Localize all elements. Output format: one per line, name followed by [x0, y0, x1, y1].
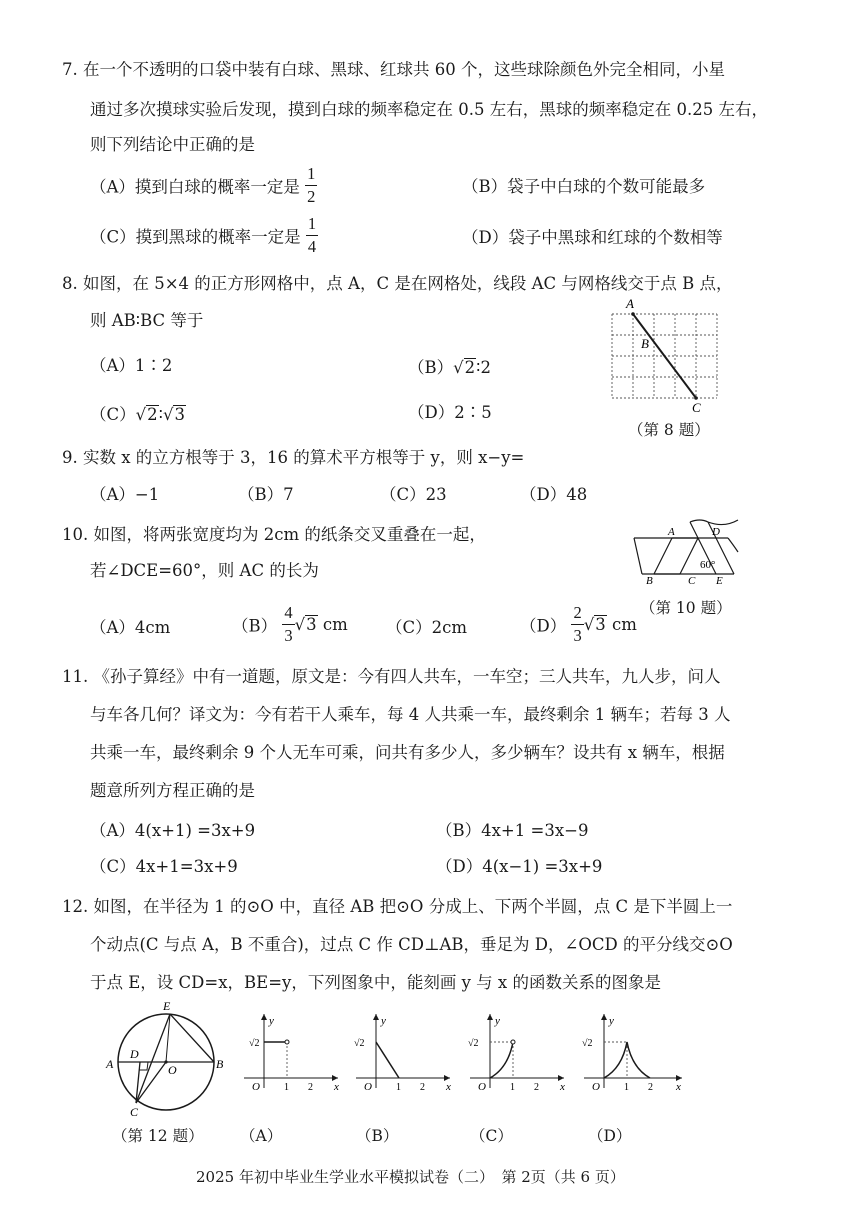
segment-ce: [136, 1014, 170, 1103]
strip-1-left-edge: [634, 538, 642, 574]
radicand: 3: [174, 405, 185, 424]
point-a-label: A: [626, 296, 634, 311]
fraction-denominator: 3: [284, 625, 293, 645]
q10-caption: （第 10 题）: [640, 599, 732, 617]
unit: cm: [606, 615, 637, 634]
q10-option-b-label: （B）: [232, 616, 278, 636]
radicand: 3: [595, 615, 606, 634]
x-tick-1: 1: [284, 1082, 289, 1092]
q8-option-b-label: （B）: [408, 358, 454, 377]
q8-line-1: 8. 如图，在 5×4 的正方形网格中，点 A，C 是在网格处，线段 AC 与网格线交于点 B 点，: [62, 274, 733, 293]
x-tick-1: 1: [510, 1082, 515, 1092]
point-d-label: D: [130, 1047, 139, 1061]
point-a-label: A: [106, 1057, 114, 1071]
segment-co: [136, 1062, 166, 1103]
q7-option-a: [90, 166, 317, 205]
origin-label: O: [592, 1081, 600, 1092]
y-tick-sqrt2: √2: [354, 1038, 365, 1049]
q12-graph-b-label: （B）: [356, 1127, 399, 1145]
function-curve: [376, 1042, 399, 1078]
q12-graph-a: [236, 1010, 342, 1092]
q7-option-c-fraction: [306, 216, 318, 255]
x-tick-1: 1: [396, 1082, 401, 1092]
origin-label: O: [478, 1081, 486, 1092]
q11-line-2: 与车各几何？译文为：今有若干人乘车，每 4 人共乘一车，最终剩余 1 辆车；若每 3 人: [90, 705, 731, 724]
angle-label: 60°: [700, 559, 716, 571]
radicand: 2: [147, 405, 158, 424]
q12-graph-d-label: （D）: [588, 1127, 632, 1145]
y-axis-label: y: [269, 1015, 274, 1027]
q12-line-3: 于点 E，设 CD=x，BE=y，下列图象中，能刻画 y 与 x 的函数关系的图象是: [90, 973, 661, 992]
y-axis-label: y: [495, 1015, 500, 1027]
q8-grid-figure: [600, 296, 730, 416]
point-e-label: E: [163, 1000, 171, 1013]
x-tick-2: 2: [648, 1082, 653, 1092]
q10-line-1: 10. 如图，将两张宽度均为 2cm 的纸条交叉重叠在一起，: [62, 525, 486, 544]
radical-sign: √: [294, 615, 306, 634]
q8-option-c-label: （C）: [90, 405, 136, 424]
point-c-label: C: [692, 400, 701, 415]
point-b-label: B: [216, 1057, 224, 1071]
q8-option-c: [90, 405, 186, 424]
q7-line-2: 通过多次摸球实验后发现，摸到白球的频率稳定在 0.5 左右，黑球的频率稳定在 0.25 左右，: [90, 100, 768, 119]
radicand: 3: [306, 615, 317, 634]
fraction-numerator: 1: [306, 216, 318, 236]
q11-option-b: （B）4x+1 =3x−9: [436, 821, 589, 840]
q12-graph-b: [348, 1010, 454, 1092]
q9-option-c: （C）23: [380, 485, 447, 504]
q10-option-a: （A）4cm: [90, 618, 171, 637]
y-axis-label: y: [609, 1015, 614, 1027]
q7-option-a-text: （A）摸到白球的概率一定是: [90, 177, 300, 197]
q11-line-1: 11. 《孙子算经》中有一道题，原文是：今有四人共车，一车空；三人共车，九人步，问人: [62, 667, 721, 686]
page-footer: 2025 年初中毕业生学业水平模拟试卷（二） 第 2页（共 6 页）: [196, 1168, 625, 1186]
q11-line-4: 题意所列方程正确的是: [90, 781, 255, 800]
q7-option-c-text: （C）摸到黑球的概率一定是: [90, 227, 301, 247]
fraction: [571, 605, 583, 644]
x-axis-label: x: [560, 1081, 565, 1092]
q7-line-3: 则下列结论中正确的是: [90, 135, 255, 154]
q8-option-d: （D）2∶5: [408, 403, 492, 422]
x-axis-label: x: [676, 1081, 681, 1092]
q10-paper-strips-figure: [628, 516, 740, 588]
q12-graph-c: [462, 1010, 568, 1092]
x-axis-label: x: [334, 1081, 339, 1092]
segment-ac: [633, 314, 696, 398]
q11-option-a: （A）4(x+1) =3x+9: [90, 821, 256, 840]
radical-sign: √: [162, 405, 174, 424]
q9-option-b: （B）7: [238, 485, 294, 504]
point-c-label: C: [688, 575, 696, 587]
q10-option-c: （C）2cm: [386, 618, 468, 637]
x-tick-1: 1: [624, 1082, 629, 1092]
fraction-numerator: 1: [305, 166, 317, 186]
x-tick-2: 2: [308, 1082, 313, 1092]
radical-sign: √: [583, 615, 595, 634]
q10-option-d-label: （D）: [520, 616, 567, 636]
point-c-label: C: [130, 1105, 139, 1118]
origin-label: O: [252, 1081, 260, 1092]
q7-option-c: [90, 216, 318, 255]
y-tick-sqrt2: √2: [249, 1038, 260, 1049]
point-a-label: A: [668, 526, 675, 538]
q11-option-d: （D）4(x−1) =3x+9: [436, 857, 603, 876]
q8-line-2: 则 AB∶BC 等于: [90, 311, 204, 330]
fraction-denominator: 3: [573, 625, 582, 645]
fraction-denominator: 4: [307, 236, 317, 256]
unit: cm: [317, 615, 348, 634]
q10-line-2: 若∠DCE=60°，则 AC 的长为: [90, 561, 319, 580]
q9-option-d: （D）48: [520, 485, 588, 504]
q7-option-d: （D）袋子中黑球和红球的个数相等: [462, 228, 723, 247]
q7-option-b: （B）袋子中白球的个数可能最多: [462, 177, 706, 196]
fraction-numerator: 4: [282, 605, 294, 625]
point-b-label: B: [646, 575, 653, 587]
fraction: [282, 605, 294, 644]
point-d-label: D: [712, 526, 720, 538]
q8-option-b: [408, 358, 491, 377]
point-e-label: E: [716, 575, 723, 587]
fraction-numerator: 2: [571, 605, 583, 625]
origin-label: O: [364, 1081, 372, 1092]
q8-option-b-rest: ∶2: [476, 358, 491, 377]
fraction-denominator: 2: [307, 186, 316, 206]
radicand: 2: [464, 358, 476, 377]
y-axis-label: y: [381, 1015, 386, 1027]
q11-option-c: （C）4x+1=3x+9: [90, 857, 238, 876]
q8-option-a: （A）1∶2: [90, 356, 173, 375]
radical-sign: √: [453, 358, 464, 377]
point-b-label: B: [641, 336, 649, 351]
q7-line-1: 7. 在一个不透明的口袋中装有白球、黑球、红球共 60 个，这些球除颜色外完全相同，小星: [62, 60, 725, 79]
q8-caption: （第 8 题）: [628, 421, 710, 439]
q12-line-1: 12. 如图，在半径为 1 的⊙O 中，直径 AB 把⊙O 分成上、下两个半圆，点 C 是下半圆上一: [62, 897, 733, 916]
y-tick-sqrt2: √2: [468, 1038, 479, 1049]
q12-line-2: 个动点(C 与点 A，B 不重合)，过点 C 作 CD⊥AB，垂足为 D，∠OCD 的平分线交⊙O: [90, 935, 733, 954]
point-o-label: O: [168, 1063, 177, 1077]
ratio-colon: ∶: [158, 405, 163, 424]
q9-line-1: 9. 实数 x 的立方根等于 3，16 的算术平方根等于 y，则 x−y=: [62, 448, 525, 467]
q7-option-a-fraction: [305, 166, 317, 205]
x-tick-2: 2: [534, 1082, 539, 1092]
function-curve: [490, 1042, 513, 1078]
radical-sign: √: [135, 405, 147, 424]
q10-option-d: [520, 605, 637, 644]
q12-circle-figure: [100, 1000, 230, 1118]
q12-graph-a-label: （A）: [240, 1127, 283, 1145]
y-tick-sqrt2: √2: [582, 1038, 593, 1049]
q9-option-a: （A）−1: [90, 485, 160, 504]
x-axis-label: x: [446, 1081, 451, 1092]
q12-graph-d: [576, 1010, 686, 1092]
x-tick-2: 2: [420, 1082, 425, 1092]
q11-line-3: 共乘一车，最终剩余 9 个人无车可乘，问共有多少人，多少辆车？设共有 x 辆车，根据: [90, 743, 725, 762]
q10-option-b: [232, 605, 348, 644]
q12-graph-c-label: （C）: [470, 1127, 513, 1145]
q12-caption: （第 12 题）: [112, 1127, 204, 1145]
